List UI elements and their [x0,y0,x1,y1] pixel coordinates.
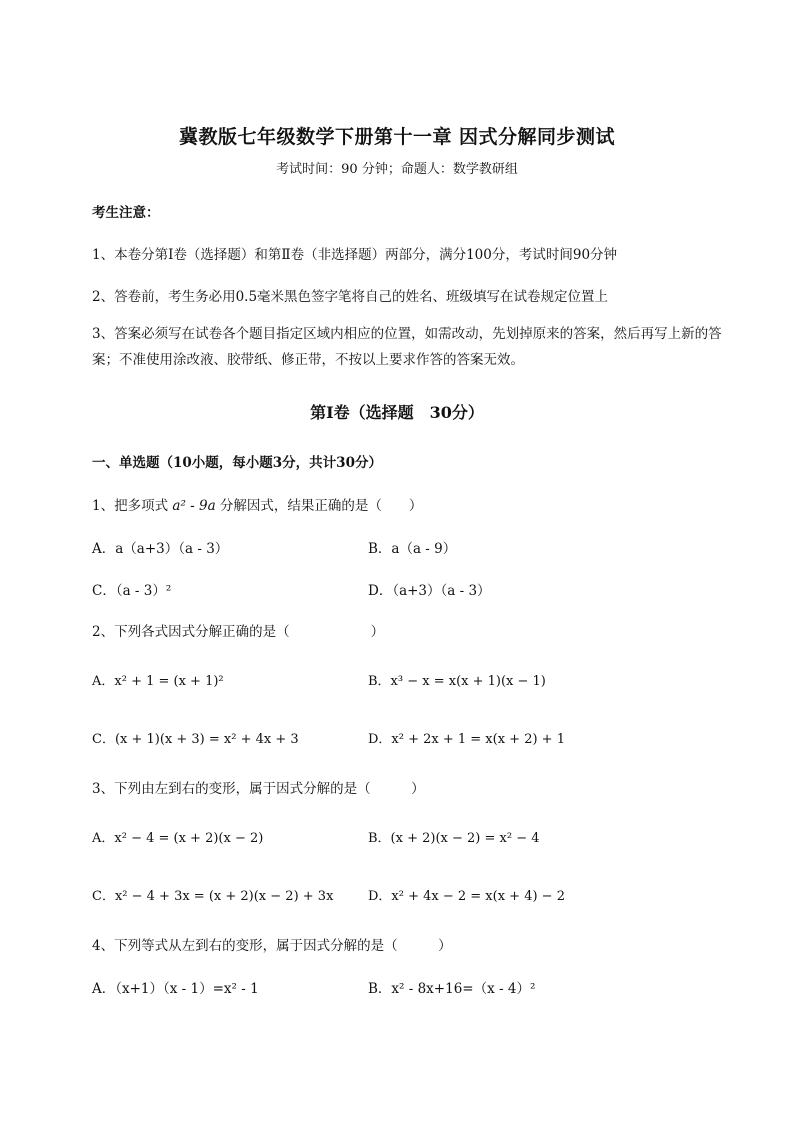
question-4-option-b[interactable]: B．x² - 8x+16=（x - 4）² [368,981,536,997]
question-1-stem [92,494,422,514]
question-1-stem-math: a² - 9a [172,498,216,514]
question-1-option-d[interactable]: D．（a+3）（a - 3） [368,583,491,599]
question-2-option-c[interactable]: C．(x + 1)(x + 3) = x² + 4x + 3 [92,732,299,747]
question-1-option-c[interactable]: C．（a - 3）² [92,583,172,599]
notice-item-3: 3、答案必须写在试卷各个题目指定区域内相应的位置，如需改动，先划掉原来的答案，然后再写上新的答案；不准使用涂改液、胶带纸、修正带，不按以上要求作答的答案无效。 [92,326,722,368]
notice-heading: 考生注意： [92,205,160,221]
question-3-option-b[interactable]: B．(x + 2)(x − 2) = x² − 4 [368,831,540,846]
question-3-option-d[interactable]: D．x² + 4x − 2 = x(x + 4) − 2 [368,889,565,904]
notice-item-2: 2、答卷前，考生务必用0.5毫米黑色签字笔将自己的姓名、班级填写在试卷规定位置上 [92,289,609,305]
page-title: 冀教版七年级数学下册第十一章 因式分解同步测试 [178,126,616,148]
question-3-stem: 3、下列由左到右的变形，属于因式分解的是（ ） [92,781,425,797]
question-2-option-a[interactable]: A．x² + 1 = (x + 1)² [92,674,224,689]
question-2-stem: 2、下列各式因式分解正确的是（ ） [92,624,385,640]
question-4-option-a[interactable]: A．（x+1）（x - 1）=x² - 1 [92,981,259,997]
question-1-stem-pre: 1、把多项式 [92,498,173,514]
section-title: 第Ⅰ卷（选择题 30分） [310,403,484,422]
question-2-option-d[interactable]: D．x² + 2x + 1 = x(x + 2) + 1 [368,732,565,747]
notice-item-1: 1、本卷分第Ⅰ卷（选择题）和第Ⅱ卷（非选择题）两部分，满分100分，考试时间90分钟 [92,247,618,263]
question-3-option-a[interactable]: A．x² − 4 = (x + 2)(x − 2) [92,831,264,846]
exam-info: 考试时间：90 分钟；命题人：数学教研组 [276,162,518,177]
question-1-stem-post: 分解因式，结果正确的是（ ） [215,498,423,514]
question-2-option-b[interactable]: B．x³ − x = x(x + 1)(x − 1) [368,674,546,689]
question-3-option-c[interactable]: C．x² − 4 + 3x = (x + 2)(x − 2) + 3x [92,889,334,904]
question-1-option-a[interactable]: A．a（a+3）（a - 3） [92,541,229,557]
part-heading: 一、单选题（10小题，每小题3分，共计30分） [92,455,382,471]
question-1-option-b[interactable]: B．a（a - 9） [368,541,457,557]
question-4-stem: 4、下列等式从左到右的变形，属于因式分解的是（ ） [92,938,452,954]
